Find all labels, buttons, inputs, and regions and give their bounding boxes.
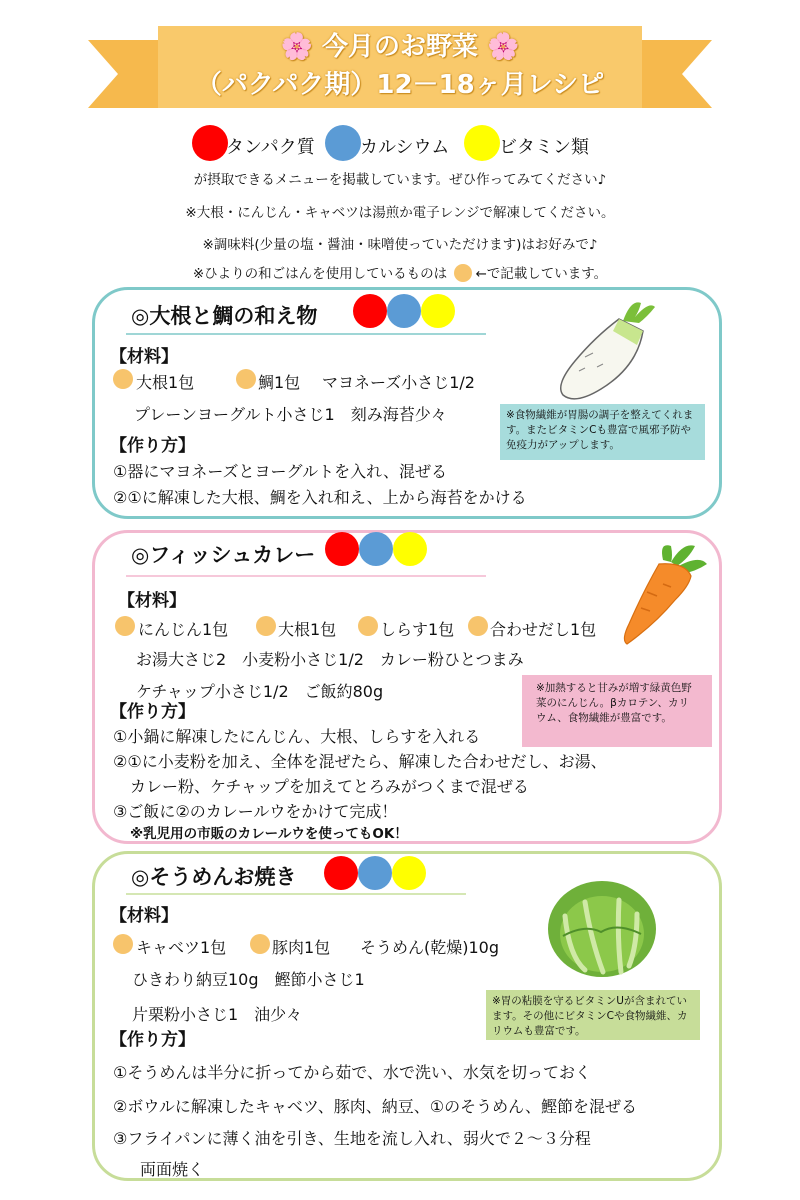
ingredient: 大根1包: [278, 620, 337, 639]
ingredient: そうめん(乾燥)10g: [360, 938, 500, 957]
flower-icon: 🌸: [280, 32, 313, 62]
step: ③ご飯に②のカレールウをかけて完成！: [113, 802, 398, 821]
intro-line-4a: ※ひよりの和ごはんを使用しているものは: [192, 266, 448, 282]
steps-heading: 【作り方】: [110, 436, 195, 456]
materials-heading: 【材料】: [110, 347, 178, 367]
vitamin-dot: [393, 532, 427, 566]
step: ①そうめんは半分に折ってから茹で、水で洗い、水気を切っておく: [113, 1063, 592, 1082]
hiyori-dot: [250, 934, 270, 954]
ingredient: ひきわり納豆10g 鰹節小さじ1: [132, 970, 365, 989]
recipe-3-title: ◎そうめんお焼き: [131, 865, 297, 889]
ingredient: にんじん1包: [138, 620, 229, 639]
ingredient: プレーンヨーグルト小さじ1 刻み海苔少々: [134, 405, 447, 424]
nutrition-note: ※食物繊維が胃腸の調子を整えてくれます。またビタミンCも豊富で風邪予防や免疫力がアップします。: [500, 404, 705, 460]
header-line1: 今月のお野菜: [321, 32, 478, 62]
step: カレー粉、ケチャップを加えてとろみがつくまで混ぜる: [130, 777, 529, 796]
calcium-dot: [387, 294, 421, 328]
legend-protein: タンパク質: [226, 137, 315, 158]
header-line2: （パクパク期）12－18ヶ月レシピ: [195, 70, 605, 100]
step: ②①に解凍した大根、鯛を入れ和え、上から海苔をかける: [113, 488, 527, 507]
extra-note: ※乳児用の市販のカレールウを使ってもOK！: [130, 826, 408, 842]
step: ①小鍋に解凍したにんじん、大根、しらすを入れる: [113, 727, 481, 746]
title-underline: [126, 893, 466, 895]
intro-line-3: ※調味料(少量の塩・醤油・味噌使っていただけます)はお好みで♪: [202, 237, 598, 253]
vitamin-dot: [421, 294, 455, 328]
protein-dot: [324, 856, 358, 890]
legend-vitamin: ビタミン類: [499, 137, 589, 158]
calcium-dot: [358, 856, 392, 890]
step: ②①に小麦粉を加え、全体を混ぜたら、解凍した合わせだし、お湯、: [113, 752, 607, 771]
title-underline: [126, 575, 486, 577]
hiyori-dot: [113, 369, 133, 389]
hiyori-dot: [468, 616, 488, 636]
step: ②ボウルに解凍したキャベツ、豚肉、納豆、①のそうめん、鰹節を混ぜる: [113, 1097, 638, 1116]
carrot-icon: [615, 540, 710, 650]
intro-line-4: [0, 262, 800, 282]
ingredient: キャベツ1包: [136, 938, 227, 957]
calcium-dot: [325, 125, 361, 161]
ingredient: 豚肉1包: [272, 938, 331, 957]
hiyori-dot: [454, 264, 472, 282]
step: ①器にマヨネーズとヨーグルトを入れ、混ぜる: [113, 462, 448, 481]
daikon-icon: [545, 297, 665, 402]
flower-icon: 🌸: [487, 32, 520, 62]
materials-heading: 【材料】: [118, 591, 186, 611]
nutrition-note: ※加熱すると甘みが増す緑黄色野菜のにんじん。βカロテン、カリウム、食物繊維が豊富です。: [522, 675, 712, 747]
protein-dot: [325, 532, 359, 566]
intro-line-1: が摂取できるメニューを掲載しています。ぜひ作ってみてください♪: [193, 172, 607, 188]
ingredient: しらす1包: [380, 620, 455, 639]
vitamin-dot: [464, 125, 500, 161]
hiyori-dot: [113, 934, 133, 954]
step: ③フライパンに薄く油を引き、生地を流し入れ、弱火で２～３分程: [113, 1129, 591, 1148]
vitamin-dot: [392, 856, 426, 890]
ingredient: 大根1包: [136, 373, 195, 392]
title-underline: [126, 333, 486, 335]
materials-heading: 【材料】: [110, 906, 178, 926]
hiyori-dot: [358, 616, 378, 636]
hiyori-dot: [115, 616, 135, 636]
protein-dot: [353, 294, 387, 328]
steps-heading: 【作り方】: [110, 702, 195, 722]
steps-heading: 【作り方】: [110, 1030, 195, 1050]
recipe-1-title: ◎大根と鯛の和え物: [131, 304, 318, 328]
ingredient: ケチャップ小さじ1/2 ご飯約80g: [136, 682, 384, 701]
legend-calcium: カルシウム: [360, 137, 450, 158]
intro-line-2: ※大根・にんじん・キャベツは湯煎か電子レンジで解凍してください。: [185, 205, 615, 221]
recipe-2-title: ◎フィッシュカレー: [131, 543, 316, 567]
hiyori-dot: [236, 369, 256, 389]
intro-line-4b: ←で記載しています。: [475, 266, 608, 282]
ingredient: 合わせだし1包: [490, 620, 597, 639]
header-title: [0, 28, 800, 104]
step: 両面焼く: [140, 1160, 205, 1179]
nutrition-note: ※胃の粘膜を守るビタミンUが含まれています。その他にビタミンCや食物繊維、カリウムも豊富です。: [486, 990, 700, 1040]
ingredient: 片栗粉小さじ1 油少々: [132, 1005, 303, 1024]
cabbage-icon: [545, 876, 660, 981]
hiyori-dot: [256, 616, 276, 636]
ingredient: 鯛1包: [258, 373, 301, 392]
protein-dot: [192, 125, 228, 161]
ingredient: マヨネーズ小さじ1/2: [322, 373, 475, 392]
ingredient: お湯大さじ2 小麦粉小さじ1/2 カレー粉ひとつまみ: [136, 650, 524, 669]
calcium-dot: [359, 532, 393, 566]
